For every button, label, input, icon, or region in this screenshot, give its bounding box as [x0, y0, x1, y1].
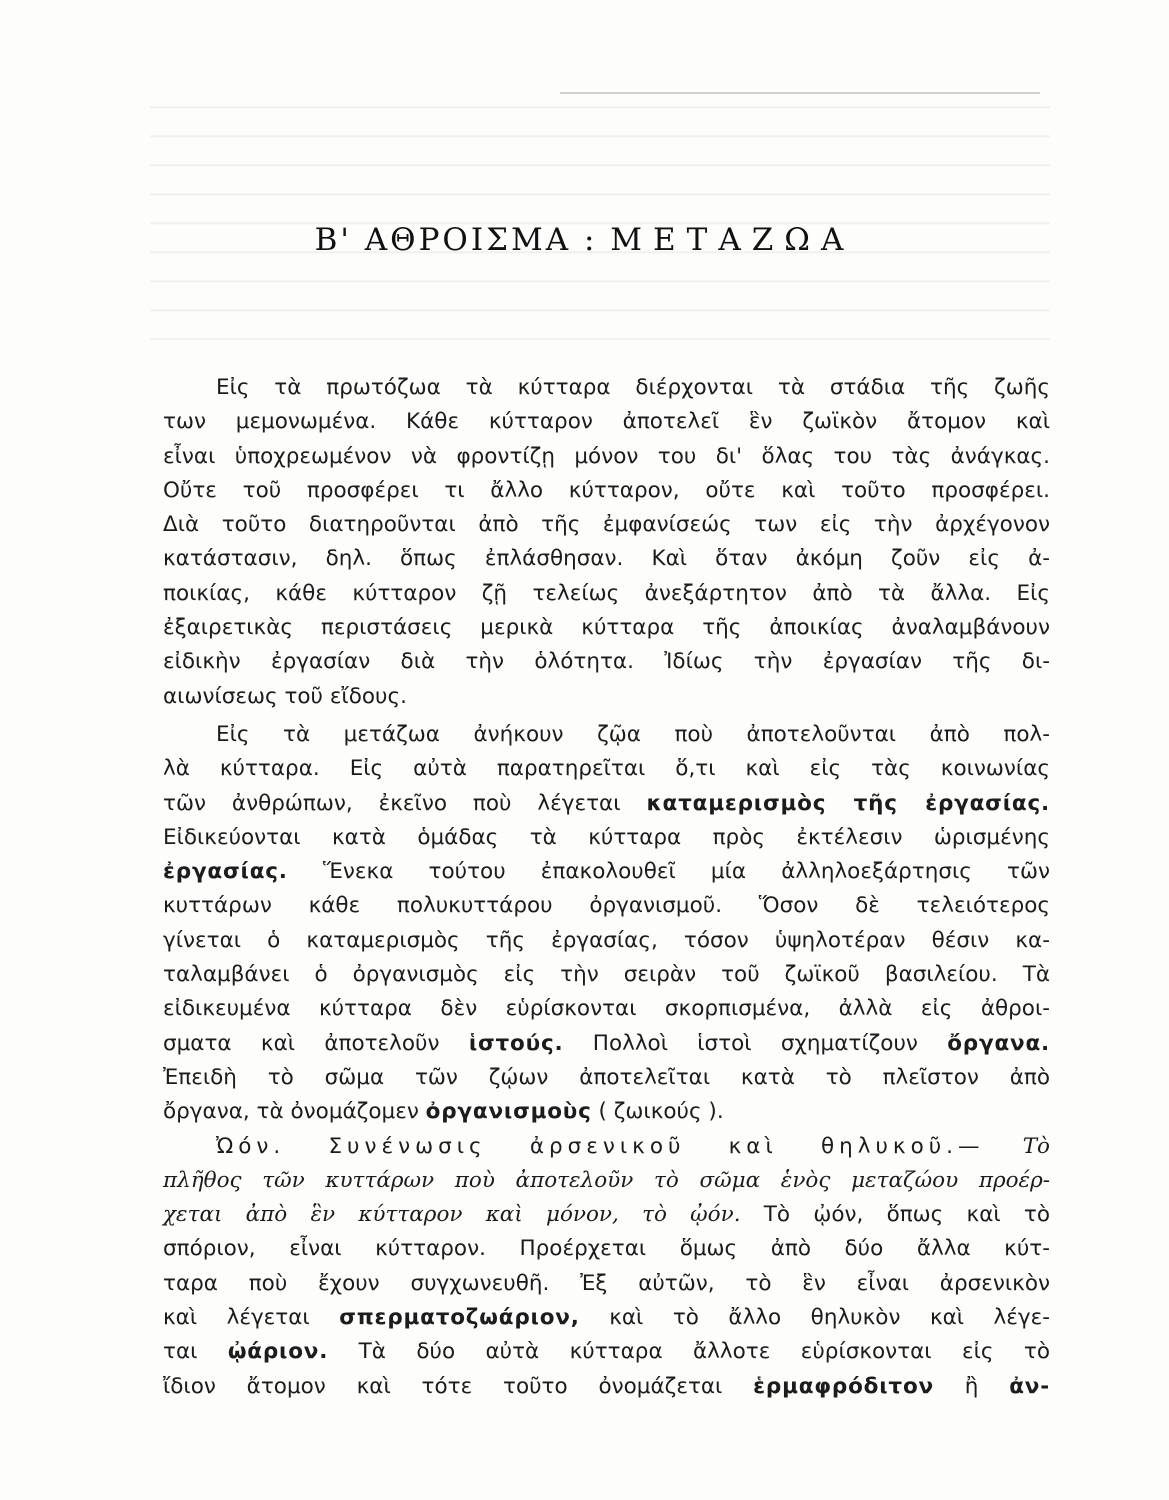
- text-segment: Ἕνεκα τούτου ἐπακολουθεῖ μία ἀλληλοεξάρτησις τῶν: [322, 859, 1050, 885]
- bold-term: σπερματοζωάριον,: [339, 1305, 580, 1331]
- text-segment: Τὰ δύο αὐτὰ κύτταρα ἄλλοτε εὑρίσκονται εἰς τὸ: [358, 1339, 1050, 1365]
- italic-text: χεται ἀπὸ ἓν κύτταρον καὶ μόνον, τὸ ᾠόν.: [163, 1202, 741, 1228]
- text-line: εἰδικὴν ἐργασίαν διὰ τὴν ὁλότητα. Ἰδίως τὴν ἐργασίαν τῆς δι-: [163, 649, 1050, 675]
- text-line: Οὔτε τοῦ προσφέρει τι ἄλλο κύτταρον, οὔτε καὶ τοῦτο προσφέρει.: [163, 477, 1050, 503]
- paragraph-metazoa: [163, 718, 1050, 1130]
- bold-term: ἑρμαφρόδιτον: [753, 1373, 934, 1399]
- text-line: εἶναι ὑποχρεωμένον νὰ φροντίζῃ μόνον του δι' ὅλας του τὰς ἀνάγκας.: [163, 443, 1050, 469]
- text-line: Εἰς τὰ μετάζωα ἀνήκουν ζῷα ποὺ ἀποτελοῦνται ἀπὸ πολ-: [216, 721, 1050, 747]
- text-line: σπόριον, εἶναι κύτταρον. Προέρχεται ὅμως ἀπὸ δύο ἄλλα κύτ-: [163, 1236, 1050, 1262]
- text-segment: ( ζωικούς ).: [598, 1099, 724, 1125]
- show-through-text: [150, 80, 1050, 340]
- text-line: [163, 1095, 1050, 1129]
- text-segment: σματα καὶ ἀποτελοῦν: [163, 1030, 440, 1056]
- text-segment: ἴδιον ἄτομον καὶ τότε τοῦτο ὀνομάζεται: [163, 1373, 723, 1399]
- text-line: ταλαμβάνει ὁ ὀργανισμὸς εἰς τὴν σειρὰν τοῦ ζωϊκοῦ βασιλείου. Τὰ: [163, 962, 1050, 988]
- italic-text: Τὸ: [1022, 1133, 1050, 1159]
- text-segment: καὶ τὸ ἄλλο θηλυκὸν καὶ λέγε-: [609, 1305, 1050, 1331]
- text-segment: Τὸ ᾠόν, ὅπως καὶ τὸ: [763, 1202, 1050, 1228]
- paragraph-egg: [163, 1130, 1050, 1404]
- text-line: [163, 1301, 1050, 1335]
- text-line: Εἰς τὰ πρωτόζωα τὰ κύτταρα διέρχονται τὰ στάδια τῆς ζωῆς: [216, 375, 1050, 400]
- body-text: [163, 371, 1050, 1404]
- text-line: πλῆθος τῶν κυττάρων ποὺ ἀποτελοῦν τὸ σῶμα ἑνὸς μεταζώου προέρ-: [163, 1167, 1050, 1193]
- text-line: Διὰ τοῦτο διατηροῦνται ἀπὸ τῆς ἐμφανίσεώς των εἰς τὴν ἀρχέγονον: [163, 512, 1050, 538]
- text-line: Εἰδικεύονται κατὰ ὁμάδας τὰ κύτταρα πρὸς ἐκτέλεσιν ὡρισμένης: [163, 824, 1050, 850]
- bold-term: ἱστούς.: [468, 1030, 564, 1056]
- text-segment: Πολλοὶ ἱστοὶ σχηματίζουν: [592, 1030, 918, 1056]
- text-segment: ἢ: [964, 1373, 979, 1399]
- text-line: κυττάρων κάθε πολυκυττάρου ὀργανισμοῦ. Ὅσον δὲ τελειότερος: [163, 893, 1050, 919]
- bold-term: ὀργανισμοὺς: [425, 1099, 592, 1125]
- bold-term: ὄργανα.: [947, 1030, 1050, 1056]
- text-line: [163, 787, 1050, 821]
- text-line: των μεμονωμένα. Κάθε κύτταρον ἀποτελεῖ ἓν ζωϊκὸν ἄτομον καὶ: [163, 409, 1050, 435]
- text-segment: καὶ λέγεται: [163, 1305, 310, 1331]
- text-line: κατάστασιν, δηλ. ὅπως ἐπλάσθησαν. Καὶ ὅταν ἀκόμη ζοῦν εἰς ἀ-: [163, 546, 1050, 572]
- bold-term: ἐργασίας.: [163, 859, 288, 885]
- text-line: αιωνίσεως τοῦ εἴδους.: [163, 683, 407, 709]
- text-line: [163, 1370, 1050, 1404]
- title-prefix: Β' ΑΘΡΟΙΣΜΑ :: [314, 222, 598, 258]
- paragraph-protozoa: [163, 371, 1050, 714]
- text-segment: ται: [163, 1339, 198, 1365]
- section-heading: Ὠόν. Συνένωσις ἀρσενικοῦ καὶ θηλυκοῦ.—: [216, 1133, 985, 1159]
- bold-term: ᾠάριον.: [227, 1339, 329, 1365]
- text-segment: τῶν ἀνθρώπων, ἐκεῖνο ποὺ λέγεται: [163, 790, 621, 816]
- page-title: [0, 222, 1169, 258]
- text-line: [163, 1130, 1050, 1164]
- text-line: γίνεται ὁ καταμερισμὸς τῆς ἐργασίας, τόσον ὑψηλοτέραν θέσιν κα-: [163, 927, 1050, 953]
- text-line: Ἐπειδὴ τὸ σῶμα τῶν ζῴων ἀποτελεῖται κατὰ τὸ πλεῖστον ἀπὸ: [163, 1064, 1050, 1090]
- bold-term: ἀν-: [1009, 1373, 1050, 1399]
- text-line: εἰδικευμένα κύτταρα δὲν εὑρίσκονται σκορπισμένα, ἀλλὰ εἰς ἀθροι-: [163, 996, 1050, 1022]
- title-main: ΜΕΤΑΖΩΑ: [610, 222, 855, 258]
- text-line: λὰ κύτταρα. Εἰς αὐτὰ παρατηρεῖται ὅ,τι καὶ εἰς τὰς κοινωνίας: [163, 756, 1050, 782]
- text-line: [163, 855, 1050, 889]
- text-line: [163, 1335, 1050, 1369]
- show-through-header: [560, 92, 1040, 94]
- text-segment: ὄργανα, τὰ ὀνομάζομεν: [163, 1099, 419, 1125]
- text-line: ποικίας, κάθε κύτταρον ζῇ τελείως ἀνεξάρτητον ἀπὸ τὰ ἄλλα. Εἰς: [163, 580, 1050, 606]
- text-line: [163, 1027, 1050, 1061]
- text-line: ταρα ποὺ ἔχουν συγχωνευθῆ. Ἐξ αὐτῶν, τὸ ἓν εἶναι ἀρσενικὸν: [163, 1270, 1050, 1296]
- bold-term: καταμερισμὸς τῆς ἐργασίας.: [646, 790, 1050, 816]
- text-line: [163, 1198, 1050, 1232]
- text-line: ἐξαιρετικὰς περιστάσεις μερικὰ κύτταρα τῆς ἀποικίας ἀναλαμβάνουν: [163, 615, 1050, 641]
